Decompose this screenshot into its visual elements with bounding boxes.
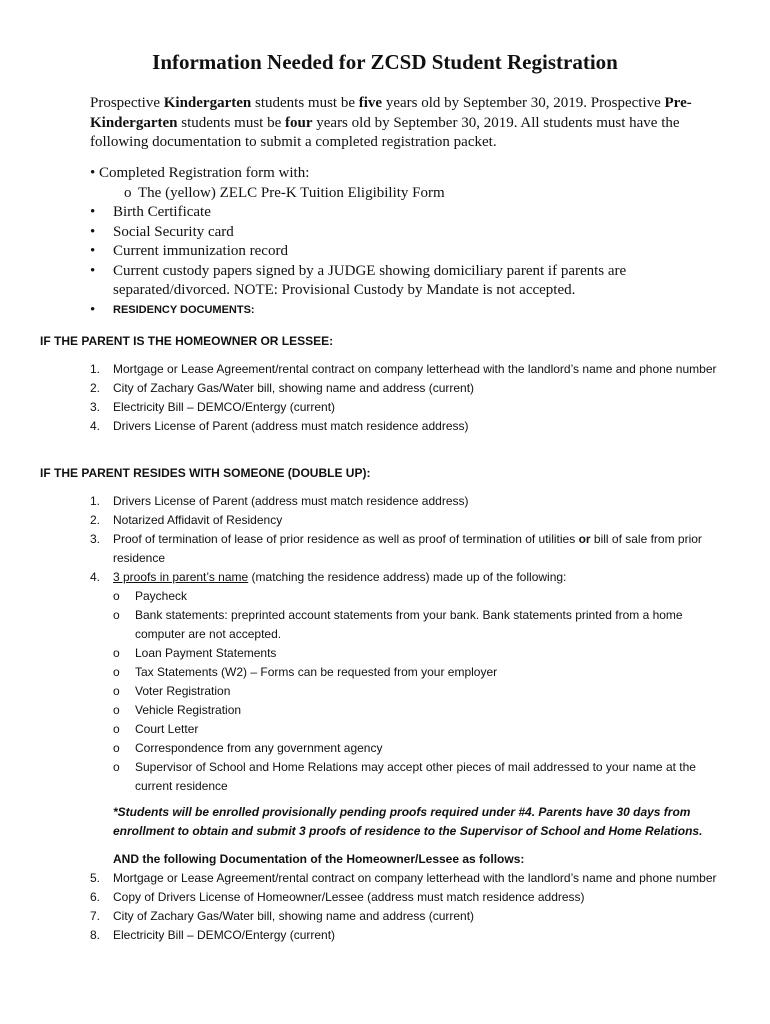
provisional-note: *Students will be enrolled provisionally pending proofs required under #4. Parents have 30 days from enrollment to obtain and submit 3 proofs of residence to the Supervisor of School and Home Relations.	[113, 805, 703, 838]
checklist-residency: • RESIDENCY DOCUMENTS:	[90, 301, 710, 321]
proof-item: o Court Letter	[113, 720, 730, 739]
checklist-form-line: • Completed Registration form with:	[90, 165, 310, 181]
proof-item: o Loan Payment Statements	[113, 644, 730, 663]
bullet-icon: •	[90, 262, 96, 279]
list-item: 4. 3 proofs in parent’s name (matching the residence address) made up of the following:	[90, 570, 567, 584]
proof-item: o Paycheck	[113, 587, 730, 606]
list-item: 3. Electricity Bill – DEMCO/Entergy (current)	[90, 400, 336, 414]
list-item: 4. Drivers License of Parent (address must match residence address)	[90, 419, 469, 433]
list-item: 6. Copy of Drivers License of Homeowner/Lessee (address must match residence address)	[90, 890, 585, 904]
proof-item: o Tax Statements (W2) – Forms can be requested from your employer	[113, 663, 730, 682]
circle-bullet-icon: o	[113, 646, 120, 660]
checklist-item: • Social Security card	[90, 223, 710, 243]
list-item: 5. Mortgage or Lease Agreement/rental contract on company letterhead with the landlord’s name and phone number	[90, 871, 717, 885]
bullet-icon: •	[90, 301, 96, 318]
proof-item: o Correspondence from any government agency	[113, 739, 730, 758]
list-item: 8. Electricity Bill – DEMCO/Entergy (current)	[90, 928, 336, 942]
homeowner-docs-heading: AND the following Documentation of the Homeowner/Lessee as follows:	[113, 852, 525, 866]
circle-bullet-icon: o	[113, 722, 120, 736]
circle-bullet-icon: o	[113, 684, 120, 698]
bullet-icon: •	[90, 243, 96, 259]
intro-kindergarten: Kindergarten	[163, 95, 252, 111]
intro-text: years old by September 30, 2019. All students must have the following documentation to submit a completed registration packet.	[90, 114, 680, 150]
list-item: 7. City of Zachary Gas/Water bill, showing name and address (current)	[90, 909, 475, 923]
page-title: Information Needed for ZCSD Student Registration	[152, 50, 618, 74]
proof-item: o Voter Registration	[113, 682, 730, 701]
homeowner-heading: IF THE PARENT IS THE HOMEOWNER OR LESSEE:	[40, 334, 334, 348]
circle-bullet-icon: o	[113, 741, 120, 755]
double-up-list	[90, 492, 730, 796]
circle-bullet-icon: o	[113, 589, 120, 603]
circle-bullet-icon: o	[124, 184, 132, 201]
circle-bullet-icon: o	[113, 608, 120, 622]
intro-paragraph	[90, 94, 700, 153]
intro-five: five	[358, 95, 383, 111]
intro-text: Prospective	[90, 95, 164, 111]
circle-bullet-icon: o	[113, 703, 120, 717]
intro-text: students must be	[177, 114, 285, 131]
checklist-item: • Current immunization record	[90, 242, 710, 262]
homeowner-docs-list	[90, 869, 730, 945]
proof-item: o Vehicle Registration	[113, 701, 730, 720]
intro-text: years old by September 30, 2019. Prospective	[382, 95, 665, 111]
checklist-item: • Current custody papers signed by a JUDGE showing domiciliary parent if parents are separated/divorced. NOTE: Provisional Custody by Mandate is not accepted.	[90, 262, 627, 298]
list-item: 2. City of Zachary Gas/Water bill, showing name and address (current)	[90, 381, 475, 395]
intro-prek: Pre-Kindergarten	[90, 95, 692, 131]
list-item: 2. Notarized Affidavit of Residency	[90, 513, 283, 527]
proof-item: o Supervisor of School and Home Relations may accept other pieces of mail addressed to your name at the current residence	[113, 760, 696, 793]
intro-text: students must be	[251, 95, 359, 111]
list-item: 3. Proof of termination of lease of prior residence as well as proof of termination of utilities or bill of sale from prior residence	[90, 532, 702, 565]
intro-four: four	[285, 114, 313, 131]
bullet-icon: •	[90, 204, 96, 220]
registration-checklist	[90, 164, 710, 320]
circle-bullet-icon: o	[113, 665, 120, 679]
checklist-item: • Birth Certificate	[90, 203, 710, 223]
bullet-icon: •	[90, 223, 96, 240]
checklist-form-subitem: o The (yellow) ZELC Pre-K Tuition Eligibility Form	[124, 184, 710, 204]
double-up-heading: IF THE PARENT RESIDES WITH SOMEONE (DOUBLE UP):	[40, 466, 371, 480]
list-item: 1. Drivers License of Parent (address must match residence address)	[90, 494, 469, 508]
circle-bullet-icon: o	[113, 760, 120, 774]
homeowner-list	[90, 360, 730, 436]
list-item: 1. Mortgage or Lease Agreement/rental contract on company letterhead with the landlord’s name and phone number	[90, 362, 717, 376]
proof-item: o Bank statements: preprinted account statements from your bank. Bank statements printed from a home computer are not accepted.	[113, 608, 683, 641]
